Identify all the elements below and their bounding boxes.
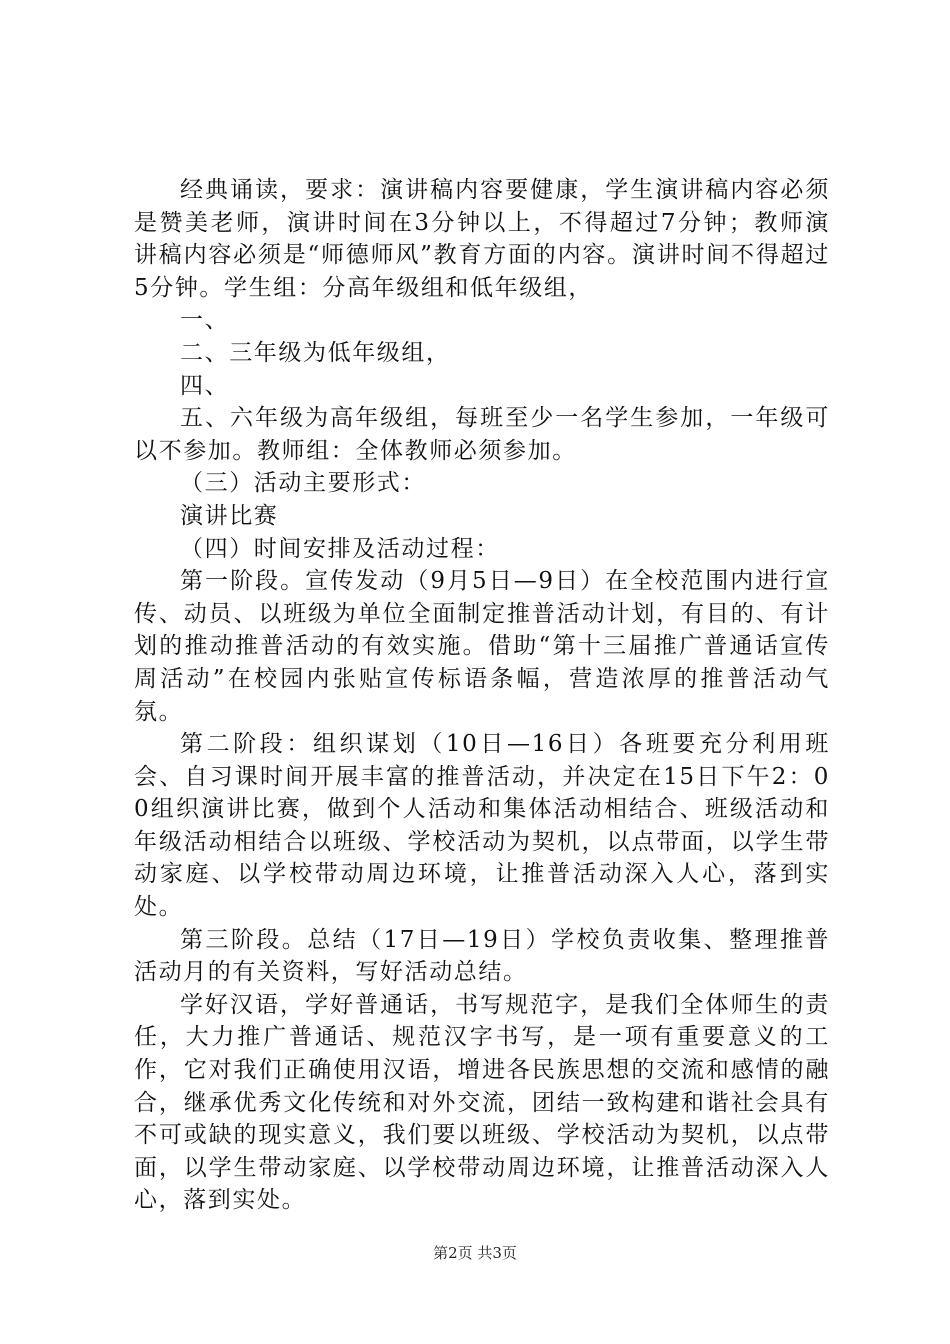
document-body — [134, 174, 830, 1217]
paragraph: 学好汉语，学好普通话，书写规范字，是我们全体师生的责任，大力推广普通话、规范汉字书写，是一项有重要意义的工作，它对我们正确使用汉语，增进各民族思想的交流和感情的融合，继承优秀文化传统和对外交流，团结一致构建和谐社会具有不可或缺的现实意义，我们要以班级、学校活动为契机，以点带面，以学生带动家庭、以学校带动周边环境，让推普活动深入人心，落到实处。 — [134, 991, 830, 1214]
page-number: 第2页 共3页 — [433, 1244, 517, 1262]
section-heading: （三）活动主要形式： — [180, 470, 426, 497]
section-heading: （四）时间安排及活动过程： — [180, 535, 500, 562]
paragraph: 五、六年级为高年级组，每班至少一名学生参加，一年级可以不参加。教师组：全体教师必须参加。 — [134, 405, 830, 464]
paragraph: 第三阶段。总结（17日—19日）学校负责收集、整理推普活动月的有关资料，写好活动总结。 — [134, 926, 830, 986]
paragraph: 经典诵读，要求：演讲稿内容要健康，学生演讲稿内容必须是赞美老师，演讲时间在3分钟以上，不得超过7分钟；教师演讲稿内容必须是“师德师风”教育方面的内容。演讲时间不得超过5分钟。学生组：分高年级组和低年级组， — [134, 177, 830, 301]
paragraph: 二、三年级为低年级组， — [180, 339, 451, 366]
paragraph: 演讲比赛 — [180, 502, 279, 529]
paragraph: 四、 — [180, 372, 230, 399]
paragraph: 第二阶段：组织谋划（10日—16日）各班要充分利用班会、自习课时间开展丰富的推普活动，并决定在15日下午2：00组织演讲比赛，做到个人活动和集体活动相结合、班级活动和年级活动相结合以班级、学校活动为契机，以点带面，以学生带动家庭、以学校带动周边环境，让推普活动深入人心，落到实处。 — [134, 731, 830, 921]
paragraph: 一、 — [180, 307, 230, 334]
paragraph: 第一阶段。宣传发动（9月5日—9日）在全校范围内进行宣传、动员、以班级为单位全面制定推普活动计划，有目的、有计划的推动推普活动的有效实施。借助“第十三届推广普通话宣传周活动”在校园内张贴宣传标语条幅，营造浓厚的推普活动气氛。 — [134, 568, 830, 725]
